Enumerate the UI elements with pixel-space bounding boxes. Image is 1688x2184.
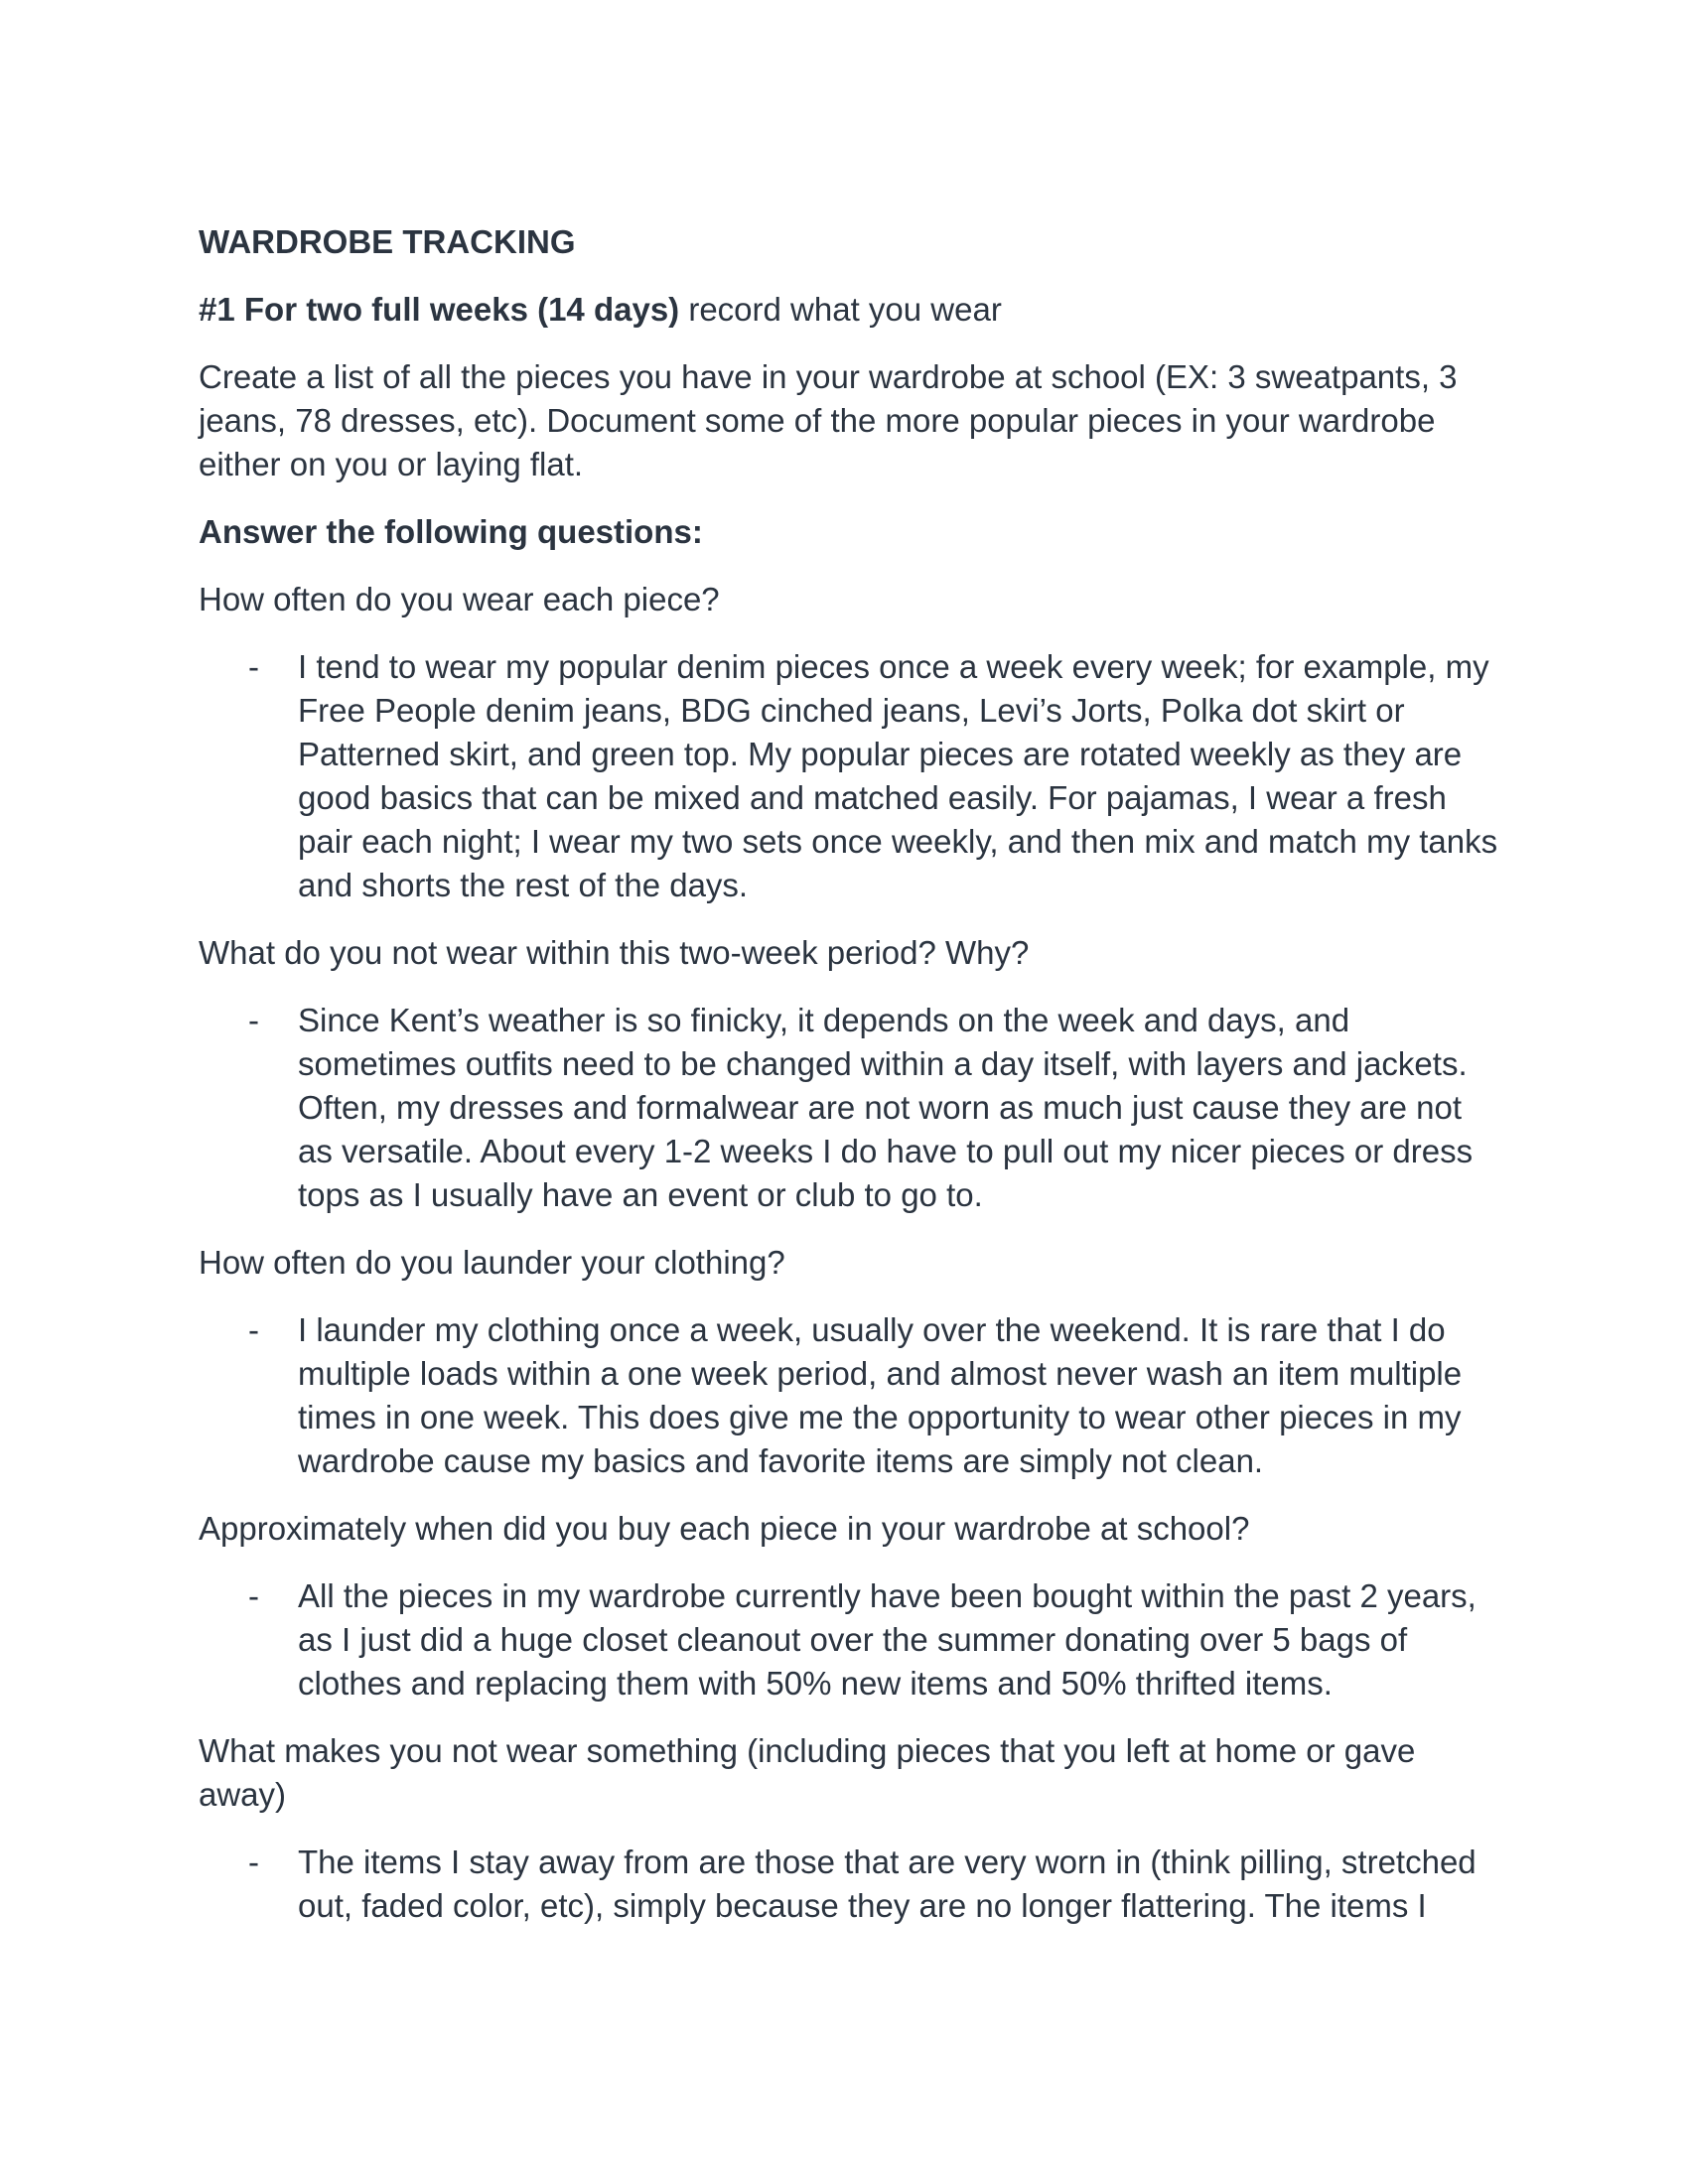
instruction-rest: record what you wear [679, 291, 1002, 328]
answer-5 [199, 1841, 1499, 1928]
answer-text: Since Kent’s weather is so finicky, it depends on the week and days, and sometimes outfits need to be changed within a day itself, with layers and jackets. Often, my dresses and formalwear are not worn as much just cause they are not as versatile. About every 1-2 weeks I do have to pull out my nicer pieces or dress tops as I usually have an event or club to go to. [298, 1002, 1474, 1213]
intro-paragraph: Create a list of all the pieces you have in your wardrobe at school (EX: 3 sweatpants, 3 jeans, 78 dresses, etc). Document some of the more popular pieces in your wardrobe either on you or laying flat. [199, 358, 1458, 482]
question-2: What do you not wear within this two-week period? Why? [199, 934, 1030, 971]
document-title: WARDROBE TRACKING [199, 223, 576, 260]
question-4: Approximately when did you buy each piece in your wardrobe at school? [199, 1510, 1250, 1547]
answer-1 [199, 645, 1499, 907]
answer-2 [199, 999, 1499, 1217]
answer-4 [199, 1574, 1499, 1706]
answer-3 [199, 1308, 1499, 1483]
instruction-bold: #1 For two full weeks (14 days) [199, 291, 680, 328]
question-3: How often do you launder your clothing? [199, 1244, 785, 1281]
answer-text: The items I stay away from are those that are very worn in (think pilling, stretched out, faded color, etc), simply because they are no longer flattering. The items I [298, 1843, 1477, 1924]
bullet-dash: - [248, 648, 259, 685]
instruction [199, 288, 1499, 332]
answer-text: I launder my clothing once a week, usually over the weekend. It is rare that I do multiple loads within a one week period, and almost never wash an item multiple times in one week. This does give me the opportunity to wear other pieces in my wardrobe cause my basics and favorite items are simply not clean. [298, 1311, 1463, 1479]
answer-text: I tend to wear my popular denim pieces once a week every week; for example, my Free People denim jeans, BDG cinched jeans, Levi’s Jorts, Polka dot skirt or Patterned skirt, and green top. My popular pieces are rotated weekly as they are good basics that can be mixed and matched easily. For pajamas, I wear a fresh pair each night; I wear my two sets once weekly, and then mix and match my tanks and shorts the rest of the days. [298, 648, 1498, 903]
question-1: How often do you wear each piece? [199, 581, 720, 617]
questions-heading: Answer the following questions: [199, 513, 703, 550]
bullet-dash: - [248, 1843, 259, 1880]
answer-text: All the pieces in my wardrobe currently have been bought within the past 2 years, as I just did a huge closet cleanout over the summer donating over 5 bags of clothes and replacing them with 50% new items and 50% thrifted items. [298, 1577, 1477, 1702]
bullet-dash: - [248, 1311, 259, 1348]
bullet-dash: - [248, 1002, 259, 1038]
bullet-dash: - [248, 1577, 259, 1614]
question-5: What makes you not wear something (including pieces that you left at home or gave away) [199, 1732, 1416, 1813]
document-page [199, 220, 1499, 1952]
